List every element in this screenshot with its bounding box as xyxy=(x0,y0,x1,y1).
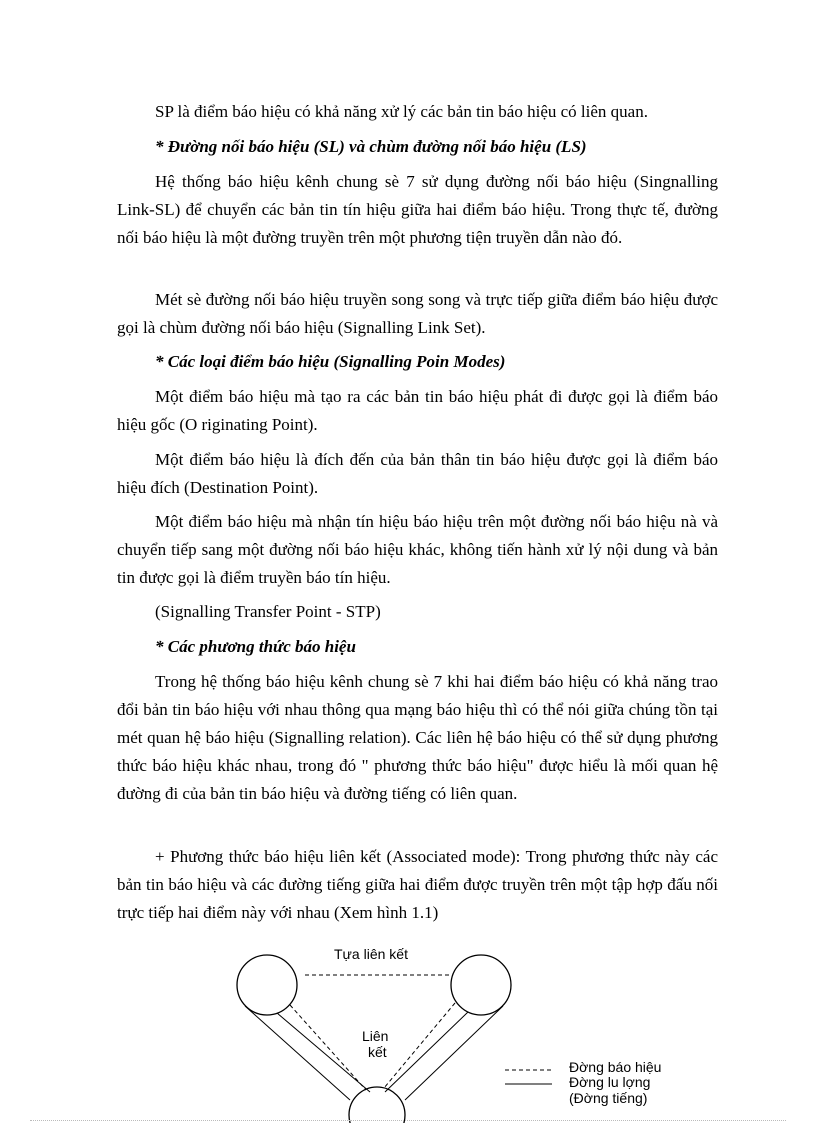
paragraph-originating-point: Một điểm báo hiệu mà tạo ra các bản tin báo hiệu phát đi được gọi là điểm báo hiệu gốc (O riginating Point). xyxy=(117,387,718,434)
paragraph-signalling-relation: Trong hệ thống báo hiệu kênh chung sè 7 khi hai điểm báo hiệu có khả năng trao đổi bản tin báo hiệu với nhau thông qua mạng báo hiệu thì có thể nói giữa chúng tồn tại mét quan hệ báo hiệu (Signalling relation). Các liên hệ báo hiệu có thể sử dụng phương thức báo hiệu khác nhau, trong đó " phương thức báo hiệu" được hiểu là mối quan hệ đường đi của bản tin báo hiệu và đường tiếng có liên quan. xyxy=(117,672,718,803)
paragraph-link-set: Mét sè đường nối báo hiệu truyền song song và trực tiếp giữa điểm báo hiệu được gọi là chùm đường nối báo hiệu (Signalling Link Set). xyxy=(117,290,718,337)
paragraph-stp: (Signalling Transfer Point - STP) xyxy=(155,602,381,621)
heading-signalling-modes: * Các phương thức báo hiệu xyxy=(155,637,356,656)
signalling-point-right xyxy=(451,955,511,1015)
paragraph-sp-definition: SP là điểm báo hiệu có khả năng xử lý các bản tin báo hiệu có liên quan. xyxy=(155,102,648,121)
label-quasi-associated: Tựa liên kết xyxy=(334,946,408,962)
signalling-point-bottom xyxy=(349,1087,405,1123)
paragraph-signalling-link: Hệ thống báo hiệu kênh chung sè 7 sử dụng đường nối báo hiệu (Singnalling Link-SL) để chuyển các bản tin tín hiệu giữa hai điểm báo hiệu. Trong thực tế, đường nối báo hiệu là một đường truyền trên một phương tiện truyền dẫn nào đó. xyxy=(117,172,718,247)
paragraph-destination-point: Một điểm báo hiệu là đích đến của bản thân tin báo hiệu được gọi là điểm báo hiệu đích (Destination Point). xyxy=(117,450,718,497)
signalling-link-right xyxy=(384,1003,455,1088)
heading-signalling-point-modes: * Các loại điểm báo hiệu (Signalling Poin Modes) xyxy=(155,352,506,371)
page-bottom-rule xyxy=(30,1120,786,1121)
legend-signal-label: Đờng báo hiệu xyxy=(569,1059,662,1075)
paragraph-transfer-point: Một điểm báo hiệu mà nhận tín hiệu báo hiệu trên một đường nối báo hiệu nà và chuyển tiếp sang một đường nối báo hiệu khác, không tiến hành xử lý nội dung và bản tin được gọi là điểm truyền báo tín hiệu. xyxy=(117,512,718,587)
label-associated-line1: Liên xyxy=(362,1028,389,1044)
traffic-route-left-outer xyxy=(245,1006,350,1100)
paragraph-associated-mode: + Phương thức báo hiệu liên kết (Associated mode): Trong phương thức này các bản tin báo hiệu và các đường tiếng giữa hai điểm được truyền trên một tập hợp đấu nối trực tiếp hai điểm này với nhau (Xem hình 1.1) xyxy=(117,847,718,922)
legend-traffic-label: Đờng lu lợng xyxy=(569,1074,651,1090)
signalling-link-left xyxy=(290,1005,366,1090)
traffic-route-left-inner xyxy=(277,1013,370,1092)
figure-associated-mode-diagram xyxy=(0,930,816,1123)
legend-traffic-label-2: (Đờng tiếng) xyxy=(569,1090,648,1106)
heading-signalling-link: * Đường nối báo hiệu (SL) và chùm đường nối báo hiệu (LS) xyxy=(155,137,587,156)
signalling-point-left xyxy=(237,955,297,1015)
traffic-route-right-outer xyxy=(405,1006,503,1100)
label-associated-line2: kết xyxy=(368,1044,387,1060)
